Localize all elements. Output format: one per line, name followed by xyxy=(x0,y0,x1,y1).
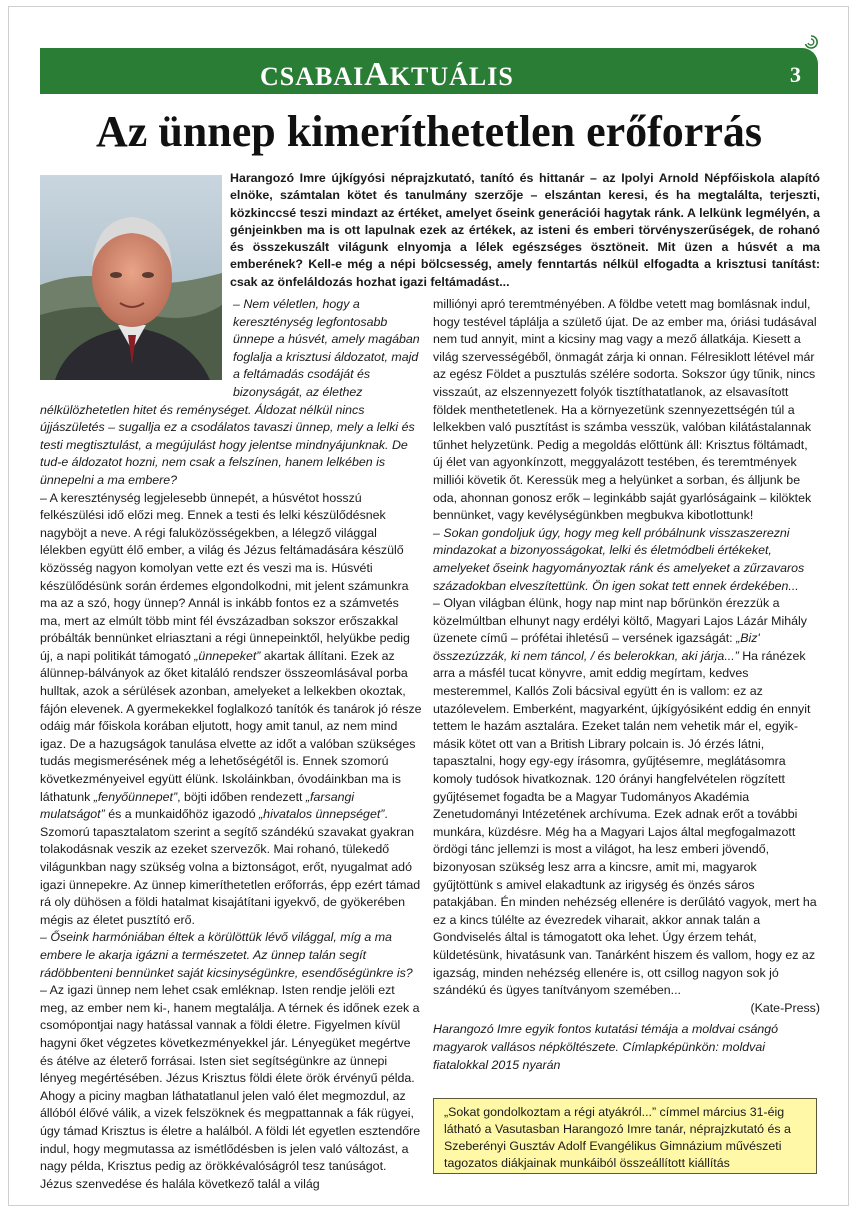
right-column xyxy=(433,296,820,1074)
photo-caption: Harangozó Imre egyik fontos kutatási témája a moldvai csángó magyarok vallásos népköltészete. Címlapképünkön: moldvai fiatalokkal 2015 nyarán xyxy=(433,1022,779,1072)
magazine-title xyxy=(260,52,514,98)
title-part-2: A xyxy=(364,56,390,93)
answer-2-continued: milliónyi apró teremtményében. A földbe vetett mag bomlásnak indul, hogy testével táplálja a születő újat. De az ember ma, óriási tudásával nem tud annyit, mint a kicsiny mag vagy a mező állatkája. Kiesett a világ szervességéből, önmagát zárja ki onnan. Félresiklott létével már az egész Földet a pusztulás szélére sodorta. Sokszor úgy tűnik, nincs visszaút, az elszennyezett folyók tisztíthatatlanok, az elsavasított földek menthetetlenek. Ha a környezetünk szennyezettségén túl a lelkekben való pusztítást is számba vesszük, valóban kilátástalannak tűnhet helyzetünk. Pedig a megoldás előttünk áll: Krisztus föltámadt, új élet van agyonkínzott, meggyalázott testében, és teremtmények milliói követik őt. Keressük meg a helyünket a sorban, és álljunk be oda, ahonnan gonosz erők – leginkább saját gyarlóságaink – kilöktek bennünket, vagy kevélységünkben megbukva kibotlottunk! xyxy=(433,297,817,523)
question-2: – Őseink harmóniában éltek a körülöttük lévő világgal, míg a ma embere le akarja igázni a természetet. Az ünnep talán segít rádöbbenteni bennünket saját kicsinységünkre, esendőségünkre is? xyxy=(40,930,413,980)
article-title: Az ünnep kimeríthetetlen erőforrás xyxy=(96,107,762,156)
answer-2: – Az igazi ünnep nem lehet csak emléknap. Isten rendje jelöli ezt meg, az ember nem ki-, hanem megtalálja. A térnek és időnek ezek a csomópontjai nagy hatással vannak a földi életre. Figyelmen kívül hagyni őket végzetes következményekkel jár. Lényegüket megértve és átélve az életerő forrásai. Isten siet segítségünkre az ünnepi lényeg megértésében. Jézus Krisztus földi élete örök érvényű példa. Ahogy a piciny magban láthatatlanul jelen való élet megmozdul, az állóból élővé válik, a vizek felszöknek és megpattannak a fák rügyei, úgy támad Krisztus is életre a halálból. A földi lét egyetlen esztendőre indul, hogy megmutassa az ismétlődésben is jelen való változást, a nagy példa, Krisztus pedig az örökkévalóságról tesz tanúságot. Jézus szenvedése és halála következő talál a világ xyxy=(40,983,421,1191)
title-part-3: KTUÁLIS xyxy=(389,62,514,91)
title-part-1: CSABAI xyxy=(260,62,365,91)
photo-wrap-spacer xyxy=(40,296,233,384)
answer-3: – Olyan világban élünk, hogy nap mint nap bőrünkön érezzük a közelmúltban elhunyt nagy erdélyi költő, Magyari Lajos Lázár Mihály üzenete című – prófétai ihletésű – versének igazságát: „Biz' összezúzzák, ki nem táncol, / és belerokkan, aki járja...” Ha ránézek arra a másfél tucat könyvre, amit eddig megírtam, kedves mesteremmel, Kallós Zoli bácsival együtt én is vallom: ez az utazólevelem. Emberként, magyarként, újkígyósiként eddig én ennyit tettem le hazám asztalára. Ezeket talán nem vehetik már el, egyik-másik kötet ott van a British Library polcain is. Jó érzés látni, tapasztalni, hogy egy-egy írásomra, gyűjtésemre, meglátásomra komoly tudósok hivatkoznak. 120 órányi hangfelvételen rögzített gyűjtésemet fogadta be a Magyar Tudományos Akadémia Zenetudományi Intézetének archívuma. Ezek adnak erőt a további munkára, küzdésre. Még ha a Magyari Lajos által megfogalmazott ördögi tánc jellemzi is most a világot, ha lesz emberi jövendő, bizonyosan szükség lesz arra a kincsre, amit mi, magyarok gyűjtöttünk s amivel elakadtunk az irigység és önzés sáros patakjában. Én minden nehézség ellenére is derűlátó vagyok, mert ha ez a kincs túlélte az évezredek viharait, akkor annak talán a Gondviselés által is támogatott oka lehet. Úgy érzem tehát, küldetésünk, hivatásunk van. Tanárként hiszem és vallom, hogy ez az igazság, minden nehézség ellenére is, ott csillog nagyon sok jó szándékú és ügyes tanítványom szemében... xyxy=(433,596,817,998)
page-number: 3 xyxy=(790,62,801,87)
article-intro: Harangozó Imre újkígyósi néprajzkutató, tanító és hittanár – az Ipolyi Arnold Népfőiskola alapító elnöke, számtalan kötet és tanulmány szerzője – elszántan keresi, és ha megtalálta, terjeszti, közkinccsé teszi mindazt az értéket, amelyet őseink generációi hagytak ránk. A lelkünk legmélyén, a génjeinkben ma is ott lapulnak ezek az értékek, az isteni és emberi törvényszerűségek, de rohanó és összekuszált világunk elnyomja a lélek egészséges ösztöneit. Mit üzen a húsvét a ma emberének? Kell-e még a népi bölcsesség, amely fenntartás nélkül elfogadta a krisztusi tanítást: csak az önfeláldozás hozhat igazi feltámadást... xyxy=(230,171,820,289)
swirl-icon xyxy=(803,34,819,50)
question-1: – Nem véletlen, hogy a kereszténység legfontosabb ünnepe a húsvét, amely magában foglalja a krisztusi áldozatot, majd a feltámadás csodáját és bizonyságát, az élethez nélkülözhetetlen hitet és reménységet. Áldozat nélkül nincs újjászületés – sugallja ez a csodálatos tavaszi ünnep, mely a lelki és testi megtisztulást, a megújulást hogy jelentse mindnyájunknak. De tud-e áldozatot hozni, nem csak a felszínen, hanem lelkében is ünnepelni a ma embere? xyxy=(40,297,420,487)
answer-1: – A kereszténység legjelesebb ünnepét, a húsvétot hosszú felkészülési idő előzi meg. Ennek a testi és lelki készülődésnek nagyböjt a neve. A régi faluközösségekben, a lélegző világgal lélekben együtt élő ember, a világ és Jézus feltámadására készülő közösség nagyon komolyan vette ezt és veszi ma is. Húsvéti készülődésünk során érdemes elgondolkodni, mit jelent számunkra ma az a szó, hogy ünnep? Annál is inkább fontos ez a számvetés ma, mert az elmúlt több mint fél évszázadban sokszor erőszakkal próbálták bennünket elriasztani a régi ünnepeinktől, helyükbe pedig új, a napi politikát támogató „ünnepeket” akartak állítani. Ezek az álünnep-bálványok az őket kitaláló rendszer összeomlásával porba hulltak, azok a sérülések azonban, amelyeket a lelkekben okoztak, fájón elevenek. A gyermekekkel foglalkozó tanítók és tanárok jó része odáig már főiskola korában eljutott, hogy amit tanul, az nem mind igaz. De a hazugságok tanulása elvette az időt a valóban szükséges tudás megismerésének még a lehetőségétől is. Ennek szomorú következményeivel együtt élünk. Iskoláinkban, óvodáinkban ma is láthatunk „fenyőünnepet”, böjti időben rendezett „farsangi mulatságot” és a munkaidőhöz igazodó „hivatalos ünnepséget”. Szomorú tapasztalatom szerint a segítő szándékú szavakat gyakran tolakodásnak veszik az ezeket szervezők. Mai rohanó, tülekedő világunkban nagy szükség volna a biztonságot, erőt, nyugalmat adó igazi ünnepekre. Az ünnep kimeríthetetlen erőforrás, épp ezért támad rá oly dühösen a földi hatalmat kisajátítani igyekvő, de gyökerében mégis az életet pusztító erő. xyxy=(40,490,422,927)
press-credit: (Kate-Press) xyxy=(750,1000,820,1015)
question-3: – Sokan gondoljuk úgy, hogy meg kell próbálnunk visszaszerezni mindazokat a bizonyosságokat, lelki és életmódbeli értékeket, amelyeket őseink hagyományoztak ránk és amelyeket a zűrzavaros századokban elveszítettünk. Ön igen sokat tett ennek érdekében... xyxy=(433,525,805,593)
exhibition-callout: „Sokat gondolkoztam a régi atyákról...” címmel március 31-éig látható a Vasutasban Harangozó Imre tanár, néprajzkutató és a Szeberényi Gusztáv Adolf Evangélikus Gimnázium művészeti tagozatos diákjainak munkáiból összeállított kiállítás xyxy=(433,1098,817,1174)
left-column xyxy=(40,296,422,1193)
